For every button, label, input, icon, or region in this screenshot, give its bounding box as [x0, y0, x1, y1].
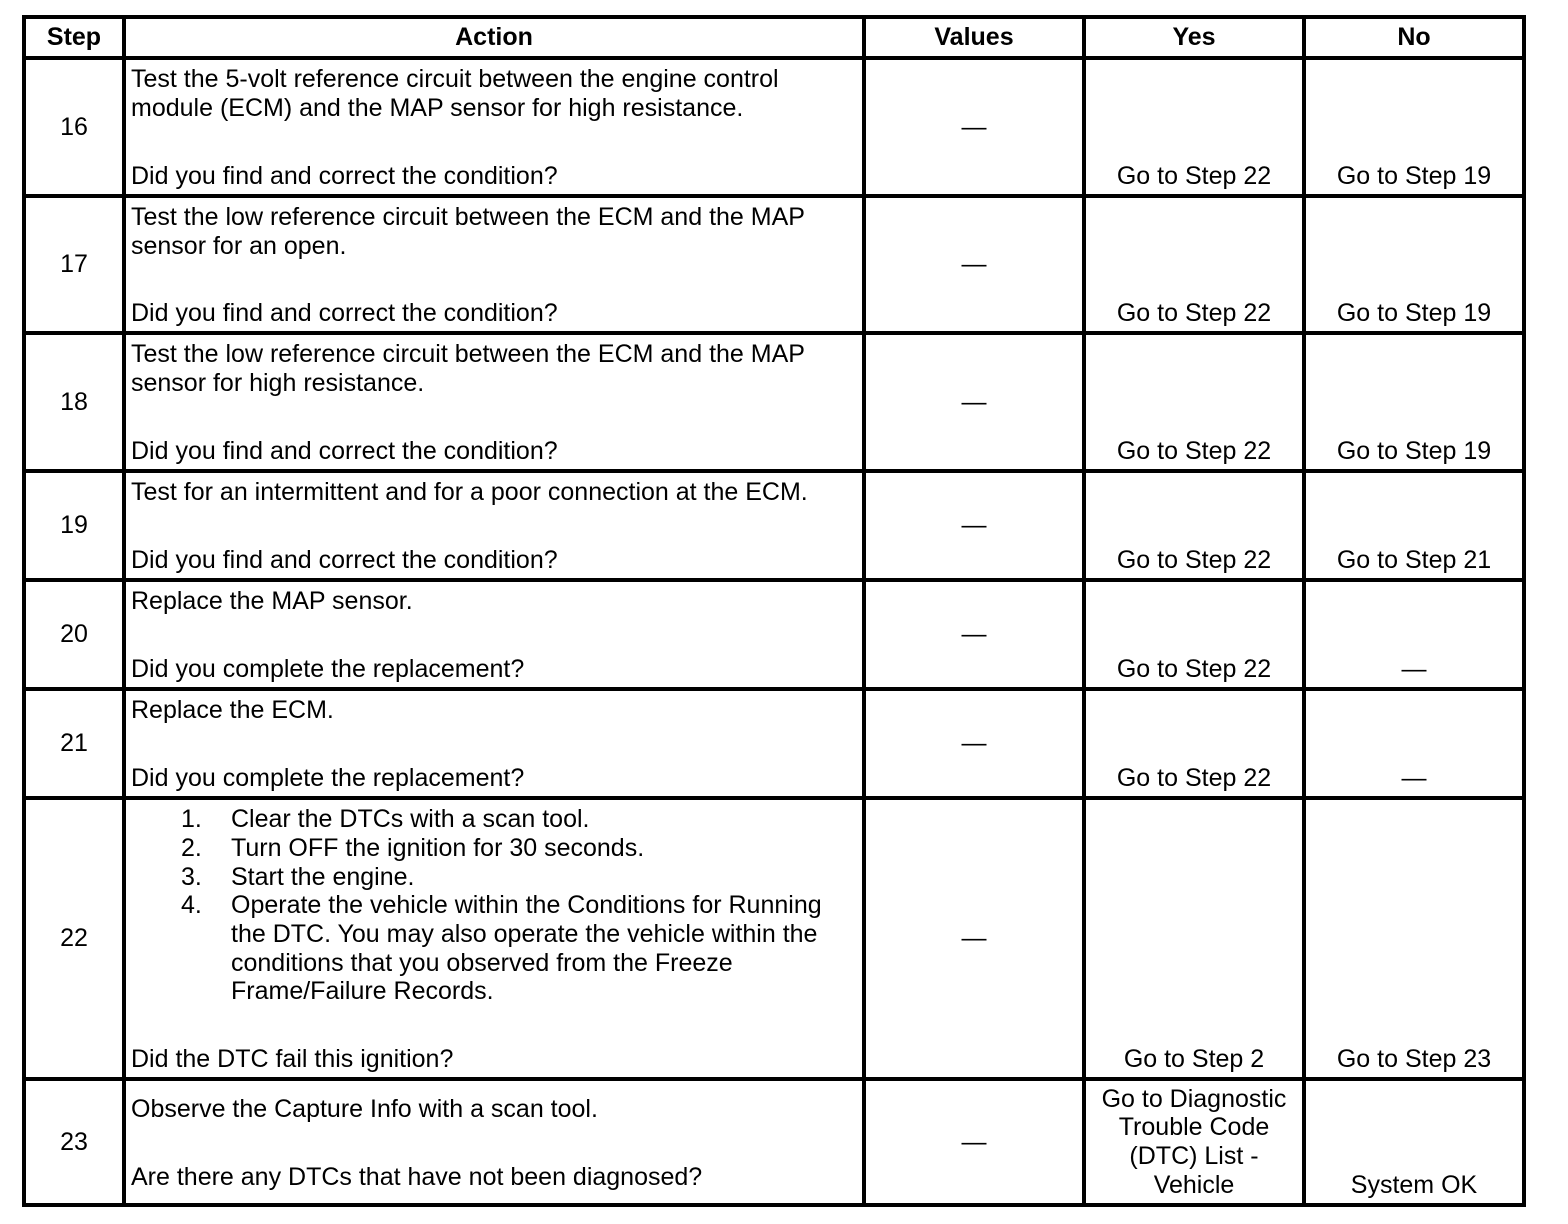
values-text: — — [961, 620, 987, 649]
step-number: 19 — [60, 511, 88, 540]
list-text: Clear the DTCs with a scan tool. — [231, 805, 590, 834]
step-cell — [26, 1081, 122, 1203]
action-cell — [122, 198, 862, 331]
action-cell — [122, 60, 862, 194]
table-row — [26, 687, 1522, 796]
yes-cell — [1082, 582, 1302, 687]
yes-result: Go to Step 22 — [1116, 161, 1272, 190]
action-cell — [122, 473, 862, 578]
step-number: 22 — [60, 924, 88, 953]
table-row — [26, 578, 1522, 687]
step-cell — [26, 473, 122, 578]
no-result: Go to Step 21 — [1336, 545, 1492, 574]
yes-cell — [1082, 473, 1302, 578]
action-list-item — [131, 891, 854, 1006]
header-row — [26, 19, 1522, 56]
values-cell — [862, 335, 1082, 469]
header-step: Step — [46, 23, 102, 52]
list-number: 1. — [181, 805, 202, 834]
step-number: 21 — [60, 729, 88, 758]
values-text: — — [961, 729, 987, 758]
action-instruction: Test for an intermittent and for a poor connection at the ECM. — [131, 478, 808, 507]
list-text: Operate the vehicle within the Conditions for Running the DTC. You may also operate the vehicle within the conditions that you observed from the Freeze Frame/Failure Records. — [231, 891, 822, 1006]
values-cell — [862, 1081, 1082, 1203]
action-question: Did you find and correct the condition? — [131, 161, 558, 190]
values-cell — [862, 198, 1082, 331]
table-row — [26, 796, 1522, 1077]
yes-result: Go to Step 22 — [1116, 298, 1272, 327]
yes-result: Go to Step 22 — [1116, 436, 1272, 465]
action-question: Are there any DTCs that have not been diagnosed? — [131, 1162, 703, 1191]
values-cell — [862, 691, 1082, 796]
action-question: Did the DTC fail this ignition? — [131, 1045, 454, 1074]
no-cell — [1302, 198, 1522, 331]
step-number: 18 — [60, 387, 88, 416]
yes-cell — [1082, 800, 1302, 1077]
list-number: 3. — [181, 862, 202, 891]
header-yes: Yes — [1082, 19, 1302, 56]
action-instruction: Test the 5-volt reference circuit between the engine control module (ECM) and the MAP sensor for high resistance. — [131, 65, 779, 123]
yes-result: Go to Step 22 — [1116, 545, 1272, 574]
step-cell — [26, 691, 122, 796]
action-instruction: Test the low reference circuit between the ECM and the MAP sensor for an open. — [131, 202, 805, 260]
yes-cell — [1082, 1081, 1302, 1203]
step-number: 16 — [60, 112, 88, 141]
step-number: 23 — [60, 1127, 88, 1156]
step-cell — [26, 582, 122, 687]
no-result: — — [1401, 654, 1427, 683]
header-values: Values — [862, 19, 1082, 56]
values-text: — — [961, 1127, 987, 1156]
step-cell — [26, 800, 122, 1077]
no-cell — [1302, 1081, 1522, 1203]
yes-result: Go to Diagnostic Trouble Code (DTC) List - Vehicle — [1101, 1084, 1287, 1199]
header-no: No — [1302, 19, 1522, 56]
step-number: 20 — [60, 620, 88, 649]
step-number: 17 — [60, 250, 88, 279]
yes-result: Go to Step 22 — [1116, 654, 1272, 683]
values-text: — — [961, 387, 987, 416]
list-number: 2. — [181, 833, 202, 862]
no-result: Go to Step 19 — [1336, 298, 1492, 327]
table-row — [26, 1077, 1522, 1203]
action-instruction: Observe the Capture Info with a scan tool. — [131, 1094, 598, 1123]
yes-cell — [1082, 335, 1302, 469]
step-cell — [26, 60, 122, 194]
no-result: Go to Step 19 — [1336, 161, 1492, 190]
action-list — [131, 805, 854, 1006]
no-cell — [1302, 582, 1522, 687]
values-text: — — [961, 924, 987, 953]
step-cell — [26, 198, 122, 331]
action-question: Did you find and correct the condition? — [131, 546, 558, 574]
table-row — [26, 56, 1522, 194]
action-cell — [122, 335, 862, 469]
step-cell — [26, 335, 122, 469]
action-cell — [122, 800, 862, 1077]
yes-result: Go to Step 22 — [1116, 763, 1272, 792]
action-cell — [122, 582, 862, 687]
values-cell — [862, 582, 1082, 687]
values-text: — — [961, 511, 987, 540]
no-result: System OK — [1350, 1170, 1478, 1199]
action-instruction: Test the low reference circuit between the ECM and the MAP sensor for high resistance. — [131, 340, 805, 398]
list-number: 4. — [181, 891, 202, 920]
table-row — [26, 331, 1522, 469]
values-cell — [862, 60, 1082, 194]
list-text: Start the engine. — [231, 862, 415, 891]
action-list-item — [131, 834, 854, 863]
action-question: Did you find and correct the condition? — [131, 299, 558, 328]
action-question: Did you complete the replacement? — [131, 655, 525, 683]
action-list-item — [131, 805, 854, 834]
values-text: — — [961, 112, 987, 141]
no-cell — [1302, 60, 1522, 194]
action-question: Did you find and correct the condition? — [131, 436, 558, 465]
no-result: Go to Step 23 — [1336, 1044, 1492, 1073]
values-cell — [862, 800, 1082, 1077]
yes-result: Go to Step 2 — [1123, 1044, 1265, 1073]
action-list-item — [131, 863, 854, 892]
action-instruction: Replace the MAP sensor. — [131, 587, 413, 616]
values-text: — — [961, 250, 987, 279]
action-cell — [122, 1081, 862, 1203]
table-row — [26, 469, 1522, 578]
action-cell — [122, 691, 862, 796]
action-instruction: Replace the ECM. — [131, 696, 334, 725]
no-cell — [1302, 800, 1522, 1077]
list-text: Turn OFF the ignition for 30 seconds. — [231, 833, 645, 862]
diagnostic-table — [22, 15, 1526, 1207]
values-cell — [862, 473, 1082, 578]
yes-cell — [1082, 691, 1302, 796]
yes-cell — [1082, 198, 1302, 331]
header-action: Action — [122, 19, 862, 56]
table-row — [26, 194, 1522, 331]
no-result: Go to Step 19 — [1336, 436, 1492, 465]
no-cell — [1302, 335, 1522, 469]
action-question: Did you complete the replacement? — [131, 764, 525, 792]
no-result: — — [1401, 763, 1427, 792]
yes-cell — [1082, 60, 1302, 194]
no-cell — [1302, 691, 1522, 796]
no-cell — [1302, 473, 1522, 578]
